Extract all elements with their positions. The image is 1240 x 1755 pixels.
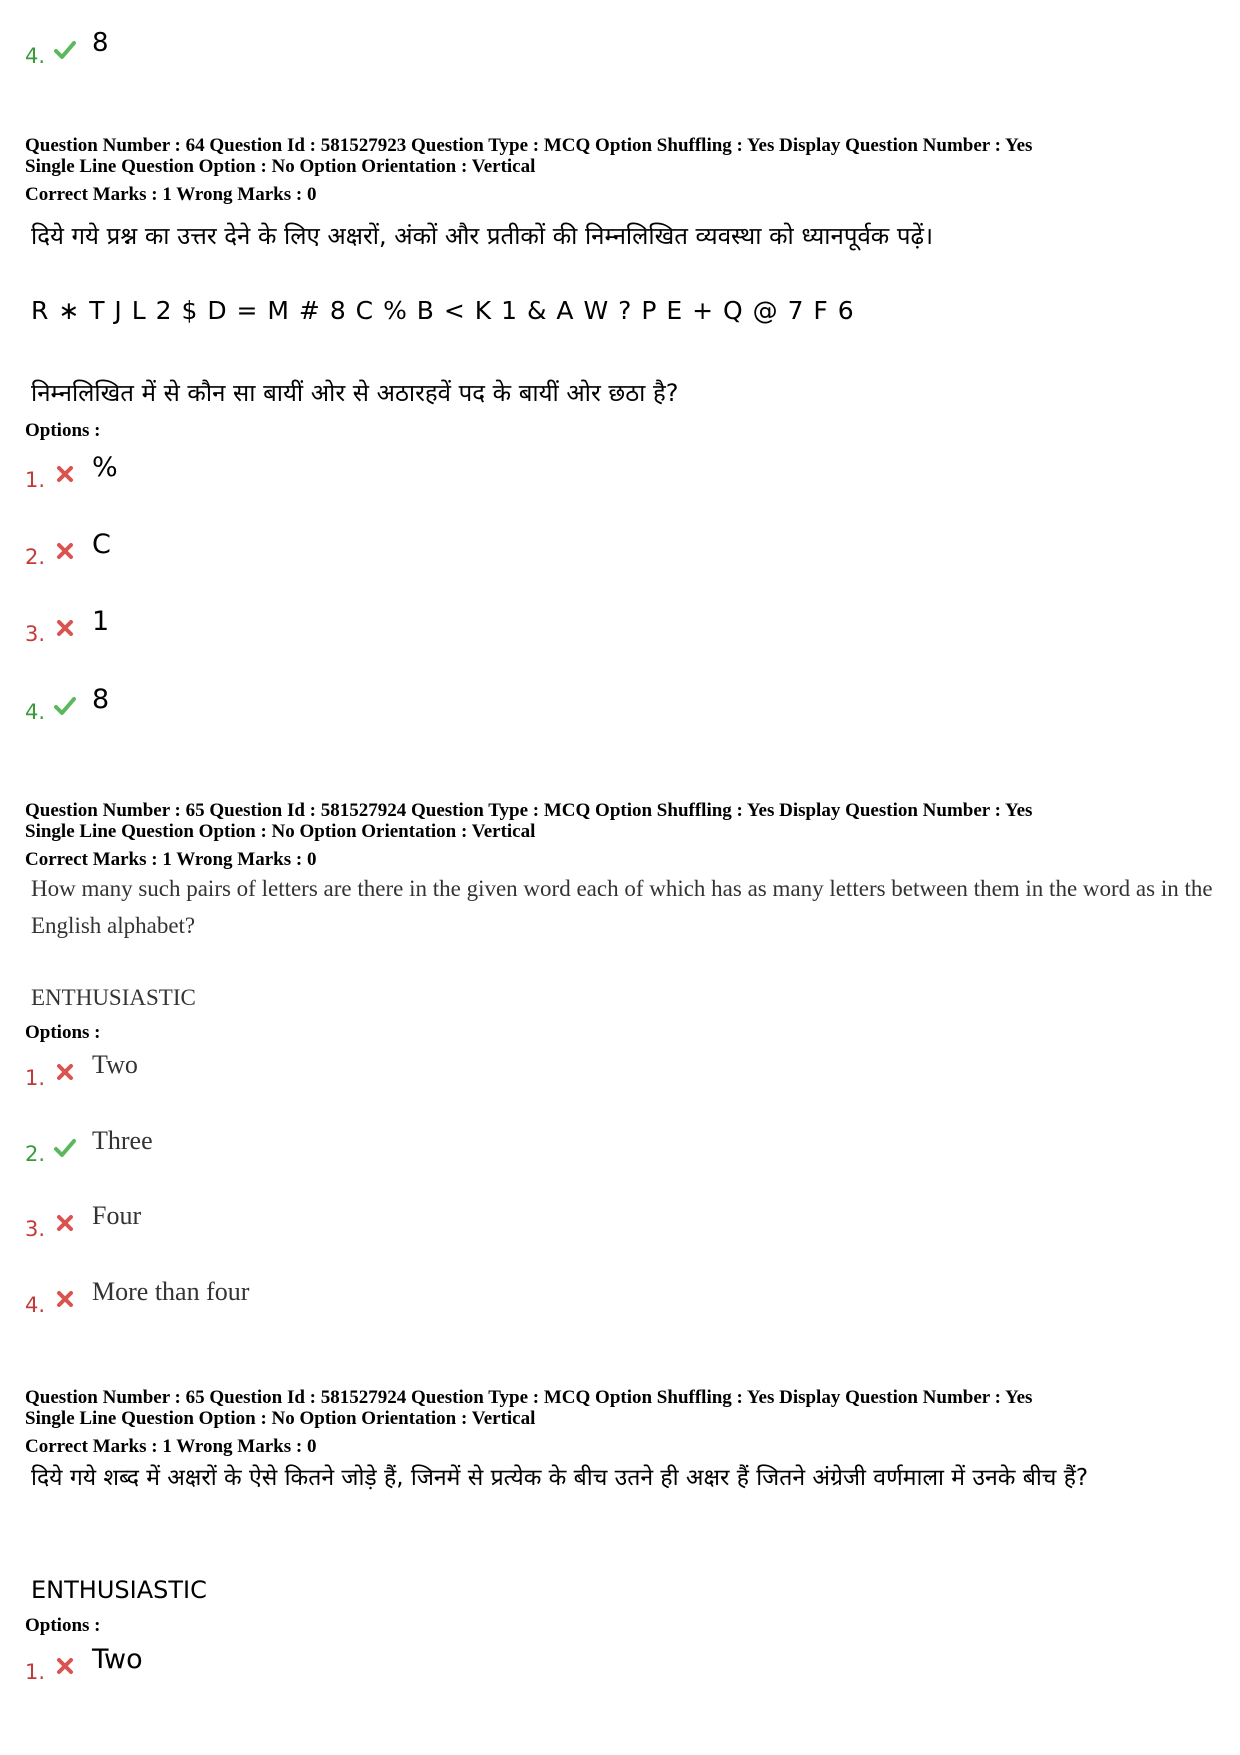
question-meta-line1: Question Number : 65 Question Id : 581527924 Question Type : MCQ Option Shuffling : Yes Display Question Number : Yes [25, 1387, 1033, 1408]
option-number: 1. [25, 1066, 46, 1090]
question-word: ENTHUSIASTIC [31, 1576, 207, 1604]
question-meta-line1: Question Number : 64 Question Id : 581527923 Question Type : MCQ Option Shuffling : Yes Display Question Number : Yes [25, 135, 1033, 156]
question-text: दिये गये प्रश्न का उत्तर देने के लिए अक्षरों, अंकों और प्रतीकों की निम्नलिखित व्यवस्था को ध्यानपूर्वक पढ़ें। [31, 222, 934, 250]
option-number: 2. [25, 1142, 46, 1166]
sub-question-text: निम्नलिखित में से कौन सा बायीं ओर से अठारहवें पद के बायीं ओर छठा है? [31, 379, 679, 407]
option-number: 4. [25, 44, 46, 68]
question-text: How many such pairs of letters are there in the given word each of which has as many letters between them in the word as in the English alphabet? [31, 876, 1213, 938]
cross-icon [53, 616, 77, 640]
check-icon [53, 694, 77, 718]
check-icon [53, 38, 77, 62]
option-value: 8 [92, 684, 110, 715]
option-number: 4. [25, 700, 46, 724]
option-number: 3. [25, 1217, 46, 1241]
option-value: % [92, 452, 118, 483]
option-value: More than four [92, 1277, 250, 1306]
symbol-sequence: R ∗ T J L 2 $ D = M # 8 C % B < K 1 & A W ? P E + Q @ 7 F 6 [31, 296, 855, 325]
question-marks: Correct Marks : 1 Wrong Marks : 0 [25, 1436, 317, 1457]
option-value: 8 [92, 28, 109, 58]
question-marks: Correct Marks : 1 Wrong Marks : 0 [25, 184, 317, 205]
option-number: 3. [25, 622, 46, 646]
option-number: 2. [25, 545, 46, 569]
option-value: Three [92, 1126, 153, 1155]
cross-icon [53, 462, 77, 486]
cross-icon [53, 1287, 77, 1311]
question-meta-line1: Question Number : 65 Question Id : 581527924 Question Type : MCQ Option Shuffling : Yes Display Question Number : Yes [25, 800, 1033, 821]
cross-icon [53, 1654, 77, 1678]
options-label: Options : [25, 1022, 101, 1043]
cross-icon [53, 1060, 77, 1084]
cross-icon [53, 1211, 77, 1235]
question-meta-line2: Single Line Question Option : No Option Orientation : Vertical [25, 821, 536, 842]
option-value: Two [92, 1644, 143, 1675]
option-number: 1. [25, 468, 46, 492]
option-value: 1 [92, 606, 110, 637]
question-meta-line2: Single Line Question Option : No Option Orientation : Vertical [25, 1408, 536, 1429]
options-label: Options : [25, 1615, 101, 1636]
option-value: C [92, 529, 111, 560]
option-number: 1. [25, 1660, 46, 1684]
question-meta-line2: Single Line Question Option : No Option Orientation : Vertical [25, 156, 536, 177]
options-label: Options : [25, 420, 101, 441]
cross-icon [53, 539, 77, 563]
option-value: Four [92, 1201, 142, 1230]
question-text: दिये गये शब्द में अक्षरों के ऐसे कितने जोड़े हैं, जिनमें से प्रत्येक के बीच उतने ही अक्षर हैं जितने अंग्रेजी वर्णमाला में उनके बीच हैं? [31, 1465, 1089, 1491]
option-number: 4. [25, 1293, 46, 1317]
option-value: Two [92, 1050, 138, 1079]
question-marks: Correct Marks : 1 Wrong Marks : 0 [25, 849, 317, 870]
question-word: ENTHUSIASTIC [31, 985, 196, 1010]
check-icon [53, 1136, 77, 1160]
